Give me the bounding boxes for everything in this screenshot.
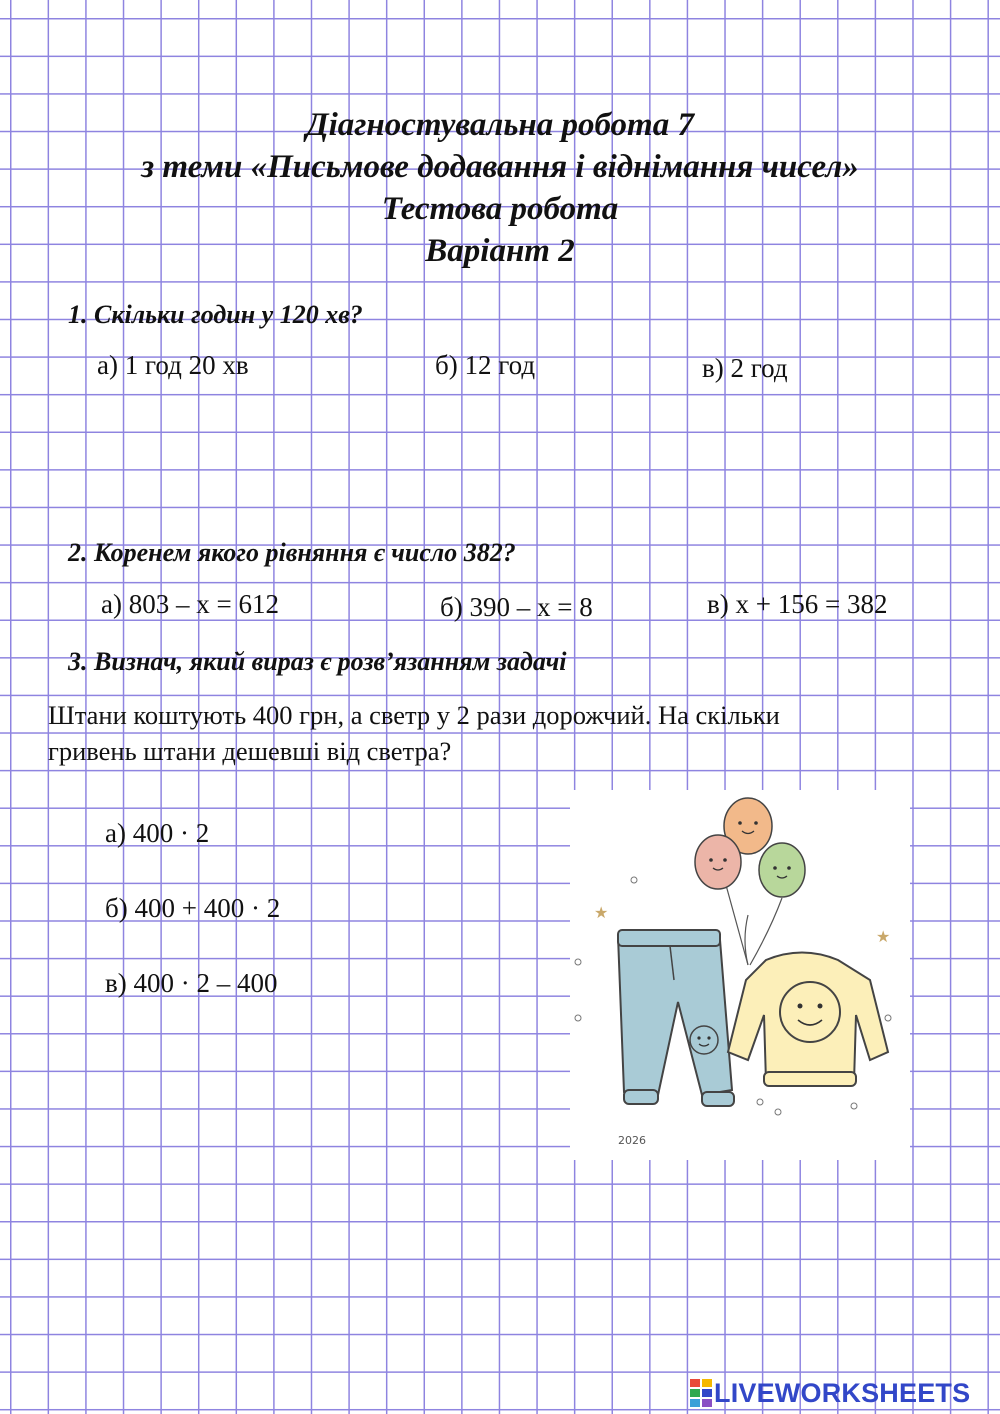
q1-option-a[interactable]: а) 1 год 20 хв xyxy=(97,350,249,380)
q3-option-c[interactable]: в) 400 · 2 – 400 xyxy=(105,968,278,998)
green-balloon xyxy=(759,843,805,897)
q2-option-c[interactable]: в) х + 156 = 382 xyxy=(707,589,888,619)
q3-option-a[interactable]: а) 400 · 2 xyxy=(105,818,210,848)
star-icon: ★ xyxy=(594,905,609,922)
title-line-4: Варіант 2 xyxy=(425,233,575,269)
question-2: 2. Коренем якого рівняння є число 382? xyxy=(68,538,516,567)
worksheet-title xyxy=(0,104,1000,272)
title-line-1: Діагностувальна робота 7 xyxy=(306,107,694,143)
problem-text-line-1: Штани коштують 400 грн, а светр у 2 рази дорожчий. На скільки xyxy=(48,700,780,730)
liveworksheets-logo-icon xyxy=(690,1379,712,1407)
problem-text-line-2: гривень штани дешевші від светра? xyxy=(48,736,452,766)
title-line-3: Тестова робота xyxy=(381,191,619,227)
illustration-year-label: 2026 xyxy=(618,1134,646,1147)
q3-option-b[interactable]: б) 400 + 400 · 2 xyxy=(105,893,281,923)
star-icon: ★ xyxy=(876,929,891,946)
question-1: 1. Скільки годин у 120 хв? xyxy=(68,300,363,329)
q2-option-b[interactable]: б) 390 – х = 8 xyxy=(440,592,593,622)
clothes-balloons-illustration xyxy=(570,790,910,1160)
q2-option-a[interactable]: а) 803 – х = 612 xyxy=(101,589,279,619)
liveworksheets-logo-text: LIVEWORKSHEETS xyxy=(714,1377,971,1408)
liveworksheets-logo xyxy=(690,1376,970,1410)
q1-option-c[interactable]: в) 2 год xyxy=(702,353,788,383)
question-3: 3. Визнач, який вираз є розв’язанням задачі xyxy=(68,647,567,676)
pink-balloon xyxy=(695,835,741,889)
q1-option-b[interactable]: б) 12 год xyxy=(435,350,536,380)
title-line-2: з теми «Письмове додавання і віднімання чисел» xyxy=(141,149,859,185)
